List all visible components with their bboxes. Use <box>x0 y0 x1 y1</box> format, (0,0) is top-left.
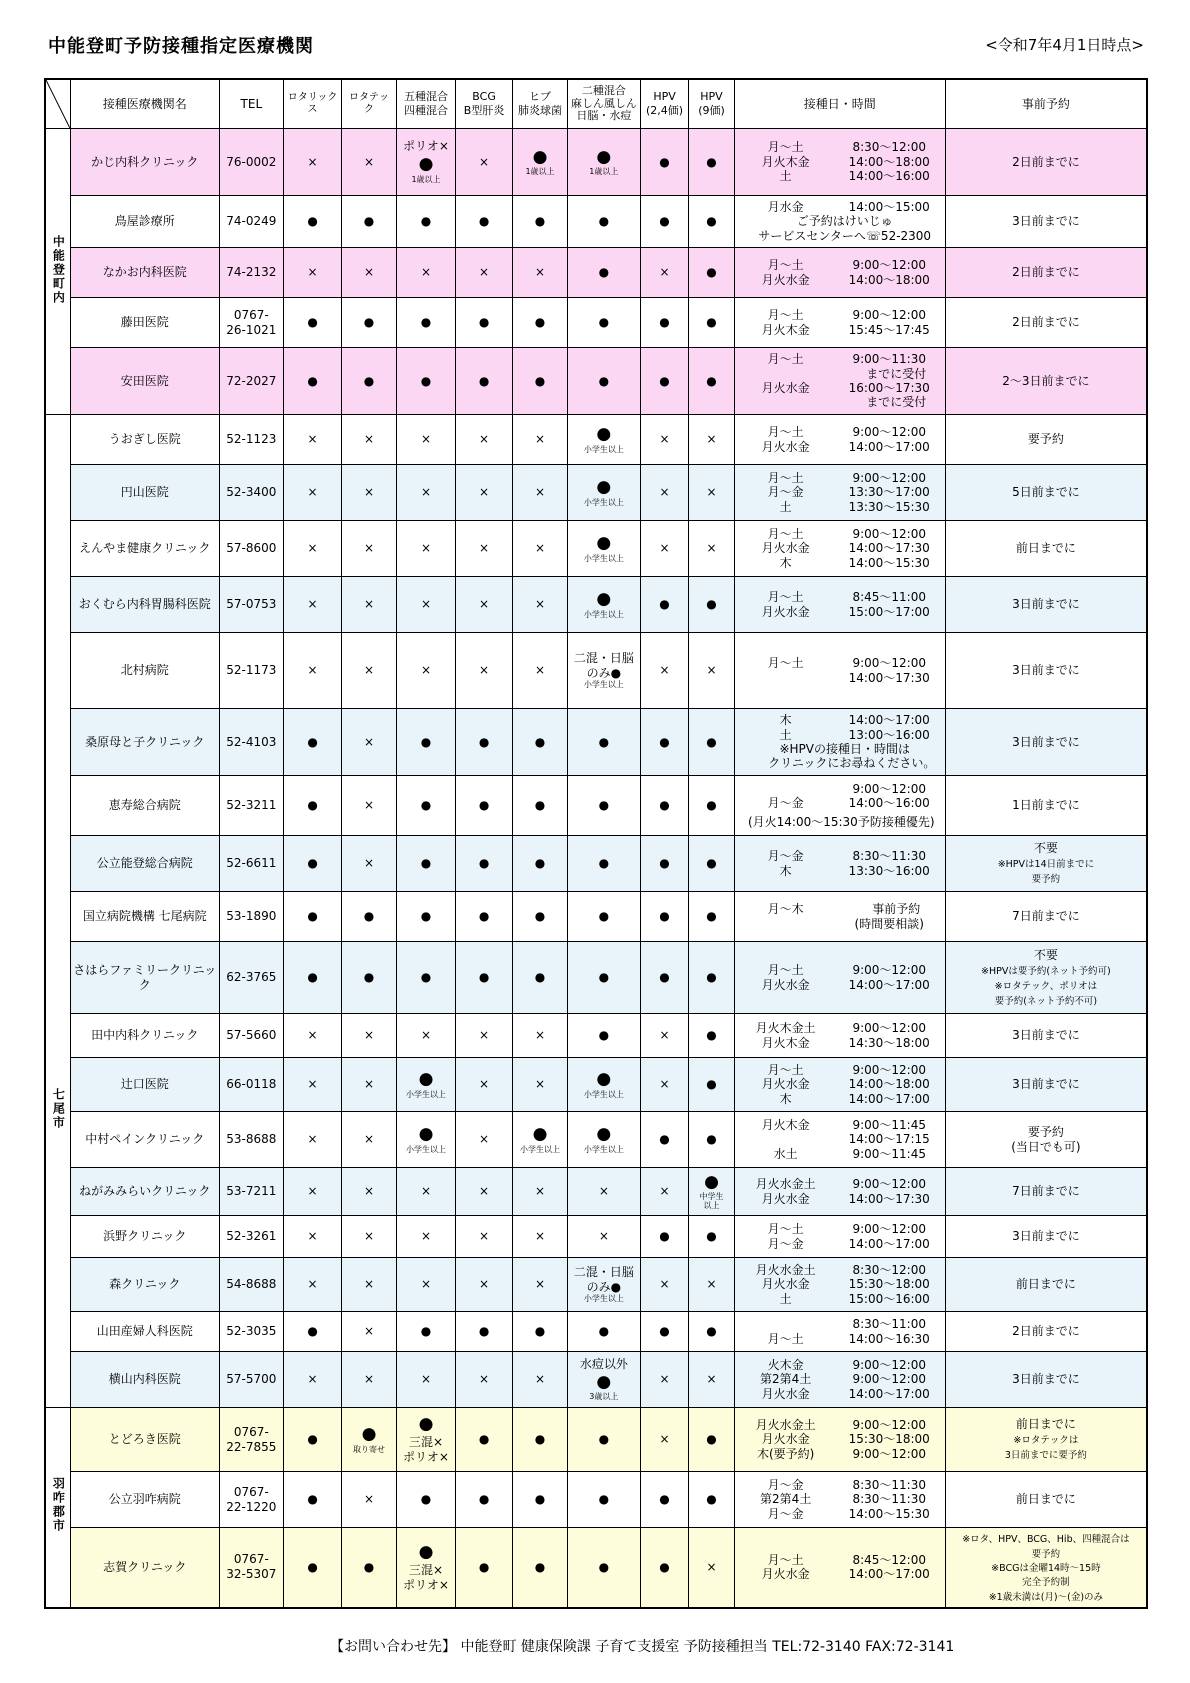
clinic-name: 公立羽咋病院 <box>70 1472 219 1528</box>
header-corner <box>45 79 70 129</box>
clinic-reservation: 7日前までに <box>945 892 1147 942</box>
clinic-reservation: 3日前までに <box>945 196 1147 248</box>
clinic-table <box>44 78 1148 1609</box>
clinic-reservation: 要予約 <box>945 415 1147 465</box>
clinic-reservation: 5日前までに <box>945 465 1147 521</box>
clinic-name: 辻口医院 <box>70 1058 219 1112</box>
table-row: 森クリニック 54-8688 × × × × × 二混・日脳 のみ● 小学生以上 × × 月火水金土 8:30～12:00 月火水金 15:30～18:00 土 15:00～16:00 前日までに <box>45 1258 1147 1312</box>
table-row: 公立羽咋病院 0767- 22-1220 ● × ● ● ● ● ● ● 月～金 8:30～11:30 第2第4土 8:30～11:30 月～金 14:00～15:30 前日までに <box>45 1472 1147 1528</box>
table-row: 中村ペインクリニック 53-8688 × × ● 小学生以上 × ● 小学生以上 ● 小学生以上 ● ● 月火木金 9:00～11:45 14:00～17:15 水土 9:00～11:45 要予約 (当日でも可) <box>45 1112 1147 1168</box>
clinic-schedule: 月～土 9:00～12:00 月～金 13:30～17:00 土 13:30～15:30 <box>734 465 945 521</box>
table-row: 円山医院 52-3400 × × × × × ● 小学生以上 × × 月～土 9:00～12:00 月～金 13:30～17:00 土 13:30～15:30 5日前までに <box>45 465 1147 521</box>
clinic-schedule: 月～土 9:00～12:00 月火水金 14:00～17:30 木 14:00～15:30 <box>734 521 945 577</box>
clinic-schedule: 9:00～12:00 月～金 14:00～16:00 (月火14:00～15:30予防接種優先) <box>734 776 945 836</box>
clinic-schedule: 月火木金 9:00～11:45 14:00～17:15 水土 9:00～11:45 <box>734 1112 945 1168</box>
clinic-name: 中村ペインクリニック <box>70 1112 219 1168</box>
clinic-reservation: 3日前までに <box>945 709 1147 776</box>
table-row: ねがみみらいクリニック 53-7211 × × × × × × × ● 中学生 以上 月火水金土 9:00～12:00 月火水金 14:00～17:30 7日前までに <box>45 1168 1147 1216</box>
table-row: 浜野クリニック 52-3261 × × × × × × ● ● 月～土 9:00～12:00 月～金 14:00～17:00 3日前までに <box>45 1216 1147 1258</box>
header-hpv9: HPV (9価) <box>689 79 734 129</box>
table-row: えんやま健康クリニック 57-8600 × × × × × ● 小学生以上 × × 月～土 9:00～12:00 月火水金 14:00～17:30 木 14:00～15:30 前日までに <box>45 521 1147 577</box>
clinic-reservation: 2日前までに <box>945 298 1147 348</box>
clinic-schedule: 月～土 9:00～12:00 月火水金 14:00～17:00 <box>734 942 945 1014</box>
clinic-reservation: 不要 ※HPVは14日前までに 要予約 <box>945 836 1147 892</box>
clinic-schedule: 月～土 9:00～12:00 月火水金 14:00～18:00 <box>734 248 945 298</box>
clinic-reservation: 2日前までに <box>945 1312 1147 1352</box>
clinic-schedule: 月火水金土 9:00～12:00 月火水金 14:00～17:30 <box>734 1168 945 1216</box>
table-row: 恵寿総合病院 52-3211 ● × ● ● ● ● ● ● 9:00～12:00 月～金 14:00～16:00 (月火14:00～15:30予防接種優先) 1日前までに <box>45 776 1147 836</box>
table-header-row <box>45 79 1147 129</box>
clinic-schedule: 8:30～11:00 月～土 14:00～16:30 <box>734 1312 945 1352</box>
clinic-tel: 52-3261 <box>219 1216 283 1258</box>
clinic-reservation: 3日前までに <box>945 1058 1147 1112</box>
clinic-name: 円山医院 <box>70 465 219 521</box>
table-row: 田中内科クリニック 57-5660 × × × × × ● × ● 月火木金土 9:00～12:00 月火木金 14:30～18:00 3日前までに <box>45 1014 1147 1058</box>
clinic-reservation: 不要 ※HPVは要予約(ネット予約可) ※ロタテック、ポリオは 要予約(ネット予約不可) <box>945 942 1147 1014</box>
clinic-schedule: 月～土 8:30～12:00 月火木金 14:00～18:00 土 14:00～16:00 <box>734 129 945 196</box>
clinic-tel: 52-4103 <box>219 709 283 776</box>
clinic-name: 桑原母と子クリニック <box>70 709 219 776</box>
header-mr: 二種混合 麻しん風しん 日脳・水痘 <box>567 79 640 129</box>
clinic-name: えんやま健康クリニック <box>70 521 219 577</box>
region-nakanoto: 中能登町内 <box>45 129 70 415</box>
clinic-schedule: 月火水金土 8:30～12:00 月火水金 15:30～18:00 土 15:00～16:00 <box>734 1258 945 1312</box>
clinic-tel: 57-5700 <box>219 1352 283 1408</box>
page-title: 中能登町予防接種指定医療機関 <box>48 36 314 57</box>
clinic-reservation: 3日前までに <box>945 1352 1147 1408</box>
clinic-tel: 53-8688 <box>219 1112 283 1168</box>
clinic-schedule: 月～土 9:00～12:00 14:00～17:30 <box>734 633 945 709</box>
clinic-reservation: 前日までに <box>945 1472 1147 1528</box>
clinic-tel: 74-0249 <box>219 196 283 248</box>
table-row: おくむら内科胃腸科医院 57-0753 × × × × × ● 小学生以上 ● ● 月～土 8:45～11:00 月火水金 15:00～17:00 3日前までに <box>45 577 1147 633</box>
clinic-tel: 66-0118 <box>219 1058 283 1112</box>
clinic-schedule: 月～土 9:00～12:00 月火木金 15:45～17:45 <box>734 298 945 348</box>
clinic-tel: 52-1123 <box>219 415 283 465</box>
clinic-reservation: 前日までに <box>945 521 1147 577</box>
table-row: なかお内科医院 74-2132 × × × × × ● × ● 月～土 9:00～12:00 月火水金 14:00～18:00 2日前までに <box>45 248 1147 298</box>
clinic-reservation: 前日までに ※ロタテックは 3日前までに要予約 <box>945 1408 1147 1472</box>
clinic-tel: 0767- 22-7855 <box>219 1408 283 1472</box>
clinic-schedule: 月～土 9:00～12:00 月火水金 14:00～17:00 <box>734 415 945 465</box>
clinic-tel: 72-2027 <box>219 348 283 415</box>
header-schedule: 接種日・時間 <box>734 79 945 129</box>
table-row: 桑原母と子クリニック 52-4103 ● × ● ● ● ● ● ● 木 14:00～17:00 土 13:00～16:00 ※HPVの接種日・時間は クリニックにお尋ねください。 3日前までに <box>45 709 1147 776</box>
clinic-tel: 62-3765 <box>219 942 283 1014</box>
clinic-tel: 0767- 26-1021 <box>219 298 283 348</box>
clinic-name: さはらファミリークリニック <box>70 942 219 1014</box>
clinic-tel: 0767- 32-5307 <box>219 1528 283 1608</box>
clinic-name: 藤田医院 <box>70 298 219 348</box>
table-row: さはらファミリークリニック 62-3765 ● ● ● ● ● ● ● ● 月～土 9:00～12:00 月火水金 14:00～17:00 不要 ※HPVは要予約(ネット予約可) ※ロタテック、ポリオは 要予約(ネット予約不可) <box>45 942 1147 1014</box>
clinic-tel: 52-3400 <box>219 465 283 521</box>
table-row: 横山内科医院 57-5700 × × × × × 水痘以外 ● 3歳以上 × × 火木金 9:00～12:00 第2第4土 9:00～12:00 月火水金 14:00～17:00 3日前までに <box>45 1352 1147 1408</box>
clinic-schedule: 木 14:00～17:00 土 13:00～16:00 ※HPVの接種日・時間は クリニックにお尋ねください。 <box>734 709 945 776</box>
clinic-schedule: 火木金 9:00～12:00 第2第4土 9:00～12:00 月火水金 14:00～17:00 <box>734 1352 945 1408</box>
clinic-name: うおぎし医院 <box>70 415 219 465</box>
clinic-schedule: 月火木金土 9:00～12:00 月火木金 14:30～18:00 <box>734 1014 945 1058</box>
date-note: <令和7年4月1日時点> <box>985 36 1144 54</box>
clinic-name: 鳥屋診療所 <box>70 196 219 248</box>
header-reservation: 事前予約 <box>945 79 1147 129</box>
table-row: 中能登町内 かじ内科クリニック 76-0002 × × ポリオ× ● 1歳以上 × ● 1歳以上 ● 1歳以上 ● ● 月～土 8:30～12:00 月火木金 14:00～18:00 土 14:00～16:00 2日前までに <box>45 129 1147 196</box>
table-row: 羽咋郡市 とどろき医院 0767- 22-7855 ● ● 取り寄せ ● 三混× ポリオ× ● ● ● × ● 月火水金土 9:00～12:00 月火水金 15:30～18:00 木(要予約) 9:00～12:00 前日までに ※ロタテックは 3日前までに要予約 <box>45 1408 1147 1472</box>
clinic-schedule: 月～土 9:00～12:00 月～金 14:00～17:00 <box>734 1216 945 1258</box>
table-row: 鳥屋診療所 74-0249 ● ● ● ● ● ● ● ● 月水金 14:00～15:00 ご予約はけいじゅ サービスセンターへ☏52-2300 3日前までに <box>45 196 1147 248</box>
header-bcg: BCG B型肝炎 <box>456 79 513 129</box>
clinic-schedule: 月～土 8:45～11:00 月火水金 15:00～17:00 <box>734 577 945 633</box>
clinic-schedule: 月～木 事前予約 (時間要相談) <box>734 892 945 942</box>
clinic-reservation: 要予約 (当日でも可) <box>945 1112 1147 1168</box>
clinic-reservation: 2～3日前までに <box>945 348 1147 415</box>
clinic-name: おくむら内科胃腸科医院 <box>70 577 219 633</box>
header-tel: TEL <box>219 79 283 129</box>
clinic-reservation: 3日前までに <box>945 577 1147 633</box>
clinic-tel: 76-0002 <box>219 129 283 196</box>
clinic-name: 志賀クリニック <box>70 1528 219 1608</box>
clinic-name: 国立病院機構 七尾病院 <box>70 892 219 942</box>
clinic-schedule: 月～土 9:00～11:30 までに受付 月火水金 16:00～17:30 までに受付 <box>734 348 945 415</box>
clinic-name: ねがみみらいクリニック <box>70 1168 219 1216</box>
clinic-name: なかお内科医院 <box>70 248 219 298</box>
clinic-name: 森クリニック <box>70 1258 219 1312</box>
clinic-schedule: 月～土 8:45～12:00 月火水金 14:00～17:00 <box>734 1528 945 1608</box>
clinic-name: 公立能登総合病院 <box>70 836 219 892</box>
clinic-tel: 57-5660 <box>219 1014 283 1058</box>
clinic-tel: 52-3211 <box>219 776 283 836</box>
header-hib: ヒブ 肺炎球菌 <box>513 79 568 129</box>
table-row: 公立能登総合病院 52-6611 ● × ● ● ● ● ● ● 月～金 8:30～11:30 木 13:30～16:00 不要 ※HPVは14日前までに 要予約 <box>45 836 1147 892</box>
clinic-reservation: 2日前までに <box>945 248 1147 298</box>
header-rotarix: ロタリックス <box>284 79 342 129</box>
clinic-reservation: 3日前までに <box>945 1216 1147 1258</box>
clinic-name: とどろき医院 <box>70 1408 219 1472</box>
clinic-schedule: 月～土 9:00～12:00 月火水金 14:00～18:00 木 14:00～17:00 <box>734 1058 945 1112</box>
table-row: 北村病院 52-1173 × × × × × 二混・日脳 のみ● 小学生以上 × × 月～土 9:00～12:00 14:00～17:30 3日前までに <box>45 633 1147 709</box>
header-rotateq: ロタテック <box>342 79 397 129</box>
clinic-tel: 53-7211 <box>219 1168 283 1216</box>
clinic-reservation: 3日前までに <box>945 633 1147 709</box>
clinic-tel: 54-8688 <box>219 1258 283 1312</box>
clinic-reservation: ※ロタ、HPV、BCG、Hib、四種混合は 要予約 ※BCGは金曜14時～15時 完全予約制 ※1歳未満は(月)～(金)のみ <box>945 1528 1147 1608</box>
table-row: 安田医院 72-2027 ● ● ● ● ● ● ● ● 月～土 9:00～11:30 までに受付 月火水金 16:00～17:30 までに受付 2～3日前までに <box>45 348 1147 415</box>
clinic-schedule: 月～金 8:30～11:30 第2第4土 8:30～11:30 月～金 14:00～15:30 <box>734 1472 945 1528</box>
clinic-tel: 53-1890 <box>219 892 283 942</box>
clinic-name: かじ内科クリニック <box>70 129 219 196</box>
region-hakui: 羽咋郡市 <box>45 1408 70 1608</box>
clinic-tel: 57-8600 <box>219 521 283 577</box>
header-pentavalent: 五種混合 四種混合 <box>396 79 455 129</box>
clinic-reservation: 1日前までに <box>945 776 1147 836</box>
clinic-tel: 52-6611 <box>219 836 283 892</box>
clinic-name: 恵寿総合病院 <box>70 776 219 836</box>
clinic-tel: 52-1173 <box>219 633 283 709</box>
clinic-schedule: 月火水金土 9:00～12:00 月火水金 15:30～18:00 木(要予約) 9:00～12:00 <box>734 1408 945 1472</box>
table-row: 志賀クリニック 0767- 32-5307 ● ● ● 三混× ポリオ× ● ● ● ● × 月～土 8:45～12:00 月火水金 14:00～17:00 ※ロタ、HPV、BCG、Hib、四種混合は 要予約 ※BCGは金曜14時～15時 完全予約制 ※1歳未満は(月)～(金)のみ <box>45 1528 1147 1608</box>
clinic-tel: 74-2132 <box>219 248 283 298</box>
clinic-name: 浜野クリニック <box>70 1216 219 1258</box>
clinic-tel: 57-0753 <box>219 577 283 633</box>
clinic-reservation: 2日前までに <box>945 129 1147 196</box>
clinic-tel: 0767- 22-1220 <box>219 1472 283 1528</box>
clinic-name: 北村病院 <box>70 633 219 709</box>
clinic-schedule: 月水金 14:00～15:00 ご予約はけいじゅ サービスセンターへ☏52-2300 <box>734 196 945 248</box>
header-hpv24: HPV (2,4価) <box>640 79 689 129</box>
table-row: 七尾市 うおぎし医院 52-1123 × × × × × ● 小学生以上 × × 月～土 9:00～12:00 月火水金 14:00～17:00 要予約 <box>45 415 1147 465</box>
region-nanao: 七尾市 <box>45 415 70 1408</box>
clinic-schedule: 月～金 8:30～11:30 木 13:30～16:00 <box>734 836 945 892</box>
clinic-name: 横山内科医院 <box>70 1352 219 1408</box>
table-row: 山田産婦人科医院 52-3035 ● × ● ● ● ● ● ● 8:30～11:00 月～土 14:00～16:30 2日前までに <box>45 1312 1147 1352</box>
table-row: 辻口医院 66-0118 × × ● 小学生以上 × × ● 小学生以上 × ● 月～土 9:00～12:00 月火水金 14:00～18:00 木 14:00～17:00 3日前までに <box>45 1058 1147 1112</box>
clinic-reservation: 3日前までに <box>945 1014 1147 1058</box>
clinic-tel: 52-3035 <box>219 1312 283 1352</box>
table-row: 国立病院機構 七尾病院 53-1890 ● ● ● ● ● ● ● ● 月～木 事前予約 (時間要相談) 7日前までに <box>45 892 1147 942</box>
header-name: 接種医療機関名 <box>70 79 219 129</box>
clinic-name: 田中内科クリニック <box>70 1014 219 1058</box>
clinic-reservation: 7日前までに <box>945 1168 1147 1216</box>
table-row: 藤田医院 0767- 26-1021 ● ● ● ● ● ● ● ● 月～土 9:00～12:00 月火木金 15:45～17:45 2日前までに <box>45 298 1147 348</box>
clinic-name: 山田産婦人科医院 <box>70 1312 219 1352</box>
clinic-name: 安田医院 <box>70 348 219 415</box>
contact-footer: 【お問い合わせ先】 中能登町 健康保険課 子育て支援室 予防接種担当 TEL:72-3140 FAX:72-3141 <box>330 1639 955 1655</box>
clinic-reservation: 前日までに <box>945 1258 1147 1312</box>
